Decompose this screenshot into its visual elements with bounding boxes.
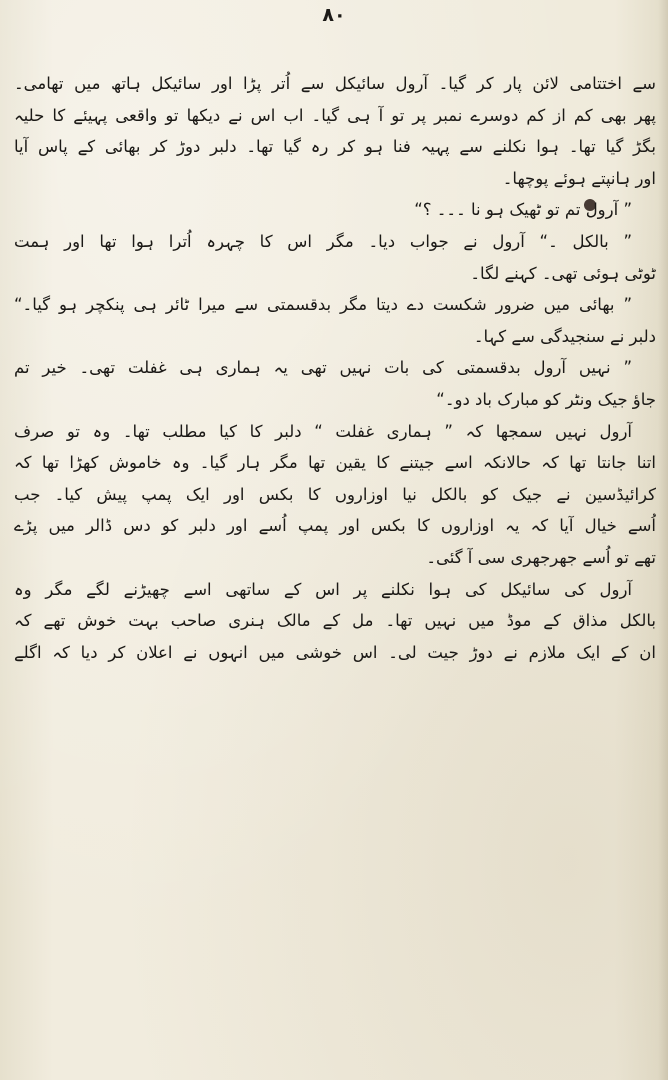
text-line: ” نہیں آرول بدقسمتی کی بات نہیں تھی یہ ہماری ہی غفلت تھی۔ خیر تم xyxy=(14,358,632,378)
text-line: تھے تو اُسے جھرجھری سی آ گئی۔ xyxy=(426,547,656,567)
text-line: ” آرول تم تو ٹھیک ہو نا ۔۔۔ ؟“ xyxy=(414,200,632,220)
text-line: پھر بھی کم از کم دوسرے نمبر پر تو آ ہی گیا۔ اب اس نے دیکھا تو واقعی پہیئے کا حلیہ xyxy=(14,105,656,125)
text-line: اور ہانپتے ہوئے پوچھا۔ xyxy=(502,168,656,188)
text-line: ان کے ایک ملازم نے دوڑ جیت لی۔ اس خوشی میں انہوں نے اعلان کر دیا کہ اگلے xyxy=(14,642,656,662)
text-line: آرول نہیں سمجھا کہ ” ہماری غفلت “ دلبر کا کیا مطلب تھا۔ وہ تو صرف xyxy=(14,421,632,441)
text-line: ” بھائی میں ضرور شکست دے دیتا مگر بدقسمتی سے میرا ٹائر ہی پنکچر ہو گیا۔“ xyxy=(14,295,632,315)
text-line: کرائیڈسین نے جیک کو بالکل نیا اوزاروں کا بکس اور ایک پمپ پیش کیا۔ جب xyxy=(14,484,656,504)
text-line: اُسے خیال آیا کہ یہ اوزاروں کا بکس اور پمپ اُسے اور دلبر کو دس ڈالر میں پڑے xyxy=(14,516,656,536)
text-line: ” بالکل ۔“ آرول نے جواب دیا۔ مگر اس کا چہرہ اُترا ہوا تھا اور ہمت xyxy=(14,231,632,251)
text-line: جاؤ جیک ونٹر کو مبارک باد دو۔“ xyxy=(436,389,656,409)
text-line: اتنا جانتا تھا کہ حالانکہ اسے جیتنے کا یقین تھا مگر ہار گیا۔ وہ خاموش کھڑا تھا کہ xyxy=(14,453,656,473)
text-line: دلبر نے سنجیدگی سے کہا۔ xyxy=(473,326,656,346)
text-line: بالکل مذاق کے موڈ میں نہیں تھا۔ مل کے مالک ہنری صاحب بہت خوش تھے کہ xyxy=(14,611,656,631)
body-text xyxy=(14,68,656,668)
text-line: آرول کی سائیکل کی ہوا نکلنے پر اس کے ساتھی اسے چھیڑنے لگے مگر وہ xyxy=(14,579,632,599)
page-edge-shadow xyxy=(658,0,668,1080)
text-line: بگڑ گیا تھا۔ ہوا نکلنے سے پہیہ فنا ہو کر رہ گیا تھا۔ دلبر دوڑ کر بھائی کے پاس آیا xyxy=(14,137,656,157)
text-line: ٹوٹی ہوئی تھی۔ کہنے لگا۔ xyxy=(470,263,656,283)
page-number: ۸۰ xyxy=(322,4,346,26)
text-line: سے اختتامی لائن پار کر گیا۔ آرول سائیکل سے اُتر پڑا اور سائیکل ہاتھ میں تھامی۔ xyxy=(14,74,656,93)
